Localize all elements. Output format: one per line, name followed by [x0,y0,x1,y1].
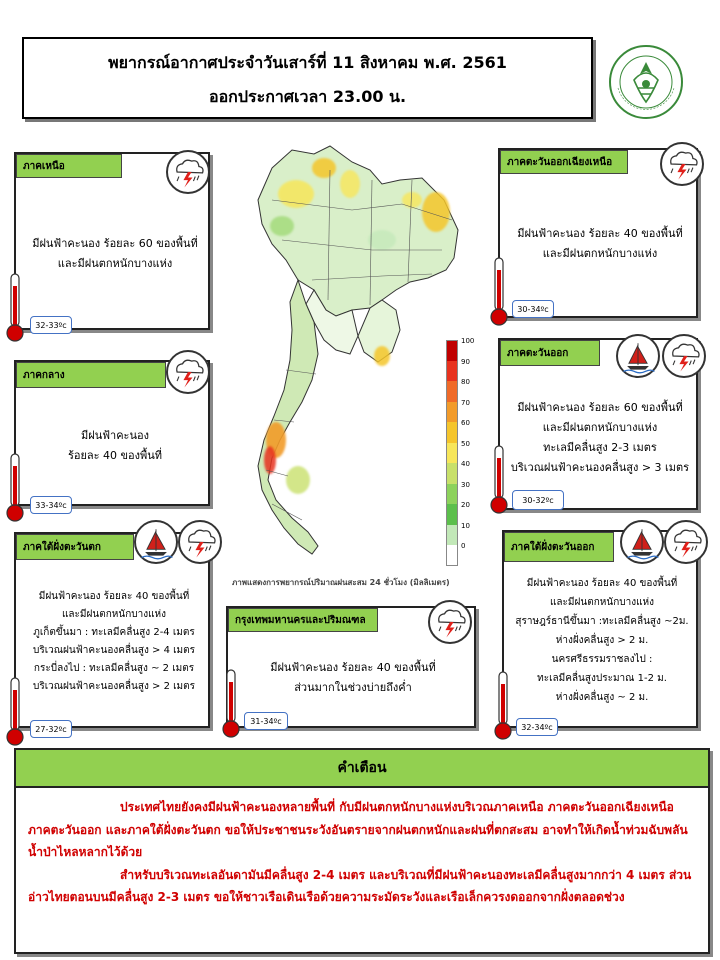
title-box [22,37,593,119]
scale-swatch [446,463,458,484]
thermometer-icon [4,676,26,748]
scale-swatch [446,381,458,402]
south-west-line-3: ภูเก็ตขึ้นมา : ทะเลมีคลื่นสูง 2-4 เมตร [33,627,195,638]
thermometer-icon [488,444,510,516]
north-temp: 32-33ºc [30,316,72,334]
warning-title: คำเตือน [16,750,708,788]
south-east-line-3: สุราษฎร์ธานีขึ้นมา :ทะเลมีคลื่นสูง ~2ม. [515,616,689,627]
thermometer-icon [492,670,514,742]
south-east-temp: 32-34ºc [516,718,558,736]
thunderstorm-icon [664,520,708,564]
scale-swatch [446,484,458,505]
scale-swatch [446,545,458,566]
scale-label: 30 [461,480,470,489]
scale-label: 20 [461,501,470,509]
scale-swatch [446,525,458,546]
thunderstorm-icon [166,350,210,394]
scale-label: 60 [461,419,470,427]
east-line-4: บริเวณฝนฟ้าคะนองคลื่นสูง > 3 เมตร [510,461,690,474]
sailboat-icon [616,334,660,378]
east-line-2: และมีฝนตกหนักบางแห่ง [542,421,658,434]
sailboat-icon [620,520,664,564]
south-west-temp: 27-32ºc [30,720,72,738]
scale-label: 0 [461,542,466,550]
thunderstorm-icon [428,600,472,644]
south-east-line-2: และมีฝนตกหนักบางแห่ง [549,597,655,608]
panel-bangkok-body [234,658,472,698]
bangkok-line-2: ส่วนมากในช่วงบ่ายถึงค่ำ [294,681,412,694]
scale-swatch [446,422,458,443]
east-line-1: มีฝนฟ้าคะนอง ร้อยละ 60 ของพื้นที่ [517,401,683,414]
panel-north-header: ภาคเหนือ [16,154,122,178]
south-west-line-5: กระบี่ลงไป : ทะเลมีคลื่นสูง ~ 2 เมตร [33,663,195,674]
scale-label: 90 [461,357,470,366]
rainfall-color-scale [446,337,476,555]
scale-step [446,542,476,566]
south-east-line-6: ทะเลมีคลื่นสูงประมาณ 1-2 ม. [537,673,667,684]
panel-east-header: ภาคตะวันออก [500,340,600,366]
warning-paragraph-1: ประเทศไทยยังคงมีฝนฟ้าคะนองหลายพื้นที่ กับมีฝนตกหนักบางแห่งบริเวณภาคเหนือ ภาคตะวันออกเฉียงเหนือ ภาคตะวันออก และภาคใต้ฝั่งตะวันตก ขอให้ประชาชนระวังอันตรายจากฝนตกหนักและฝนที่ตกสะสม อาจทำให้เกิดน้ำท่วมฉับพลัน น้ำป่าไหลหลากไว้ด้วย [28,800,688,859]
rain-spot-green-2 [368,230,396,250]
rain-spot-south-3 [286,466,310,494]
panel-south-west-header: ภาคใต้ฝั่งตะวันตก [16,534,134,560]
thermometer-icon [4,272,26,344]
scale-label: 10 [461,521,470,530]
rain-spot-northeast-2 [402,192,422,208]
thunderstorm-icon [178,520,222,564]
panel-south-east-header: ภาคใต้ฝั่งตะวันออก [504,532,614,562]
scale-label: 40 [461,460,470,468]
rain-spot-north-1 [278,180,314,208]
south-east-line-1: มีฝนฟ้าคะนอง ร้อยละ 40 ของพื้นที่ [526,578,678,589]
panel-south-west-body [18,588,210,696]
thunderstorm-icon [166,150,210,194]
scale-label: 70 [461,398,470,407]
north-line-2: และมีฝนตกหนักบางแห่ง [57,257,173,270]
rain-spot-north-3 [340,170,360,198]
issue-time: ออกประกาศเวลา 23.00 น. [208,87,407,106]
central-line-2: ร้อยละ 40 ของพื้นที่ [67,449,163,462]
thermometer-icon [488,256,510,328]
scale-label: 50 [461,439,470,448]
warning-box [14,748,710,954]
east-temp: 30-32ºc [512,490,564,510]
scale-swatch [446,504,458,525]
northeast-temp: 30-34ºc [512,300,554,318]
panel-east-body [502,398,698,478]
bangkok-line-1: มีฝนฟ้าคะนอง ร้อยละ 40 ของพื้นที่ [270,661,436,674]
scale-swatch [446,443,458,464]
south-east-line-5: นครศรีธรรมราชลงไป : [551,654,653,665]
south-west-line-2: และมีฝนตกหนักบางแห่ง [61,609,167,620]
panel-central-header: ภาคกลาง [16,362,166,388]
meteorological-department-logo [608,44,684,120]
rain-spot-east [374,346,390,366]
rain-spot-green-1 [270,216,294,236]
panel-central-body [22,426,208,466]
rain-spot-south-2 [264,446,276,474]
northeast-line-2: และมีฝนตกหนักบางแห่ง [542,247,658,260]
south-east-line-7: ห่างฝั่งคลื่นสูง ~ 2 ม. [555,692,649,703]
south-west-line-4: บริเวณฝนฟ้าคะนองคลื่นสูง > 4 เมตร [33,645,195,656]
panel-south-east-body [504,574,700,707]
map-south [258,280,318,554]
rain-spot-north-2 [312,158,336,178]
scale-swatch [446,340,458,361]
map-caption: ภาพแสดงการพยากรณ์ปริมาณฝนสะสม 24 ชั่วโมง (มิลลิเมตร) [232,578,450,587]
panel-northeast-body [504,224,696,264]
panel-bangkok-header: กรุงเทพมหานครและปริมณฑล [228,608,378,632]
warning-paragraph-2: สำหรับบริเวณทะเลอันดามันมีคลื่นสูง 2-4 เมตร และบริเวณที่มีฝนฟ้าคะนองทะเลมีคลื่นสูงมากกว่า 4 เมตร ส่วนอ่าวไทยตอนบนมีคลื่นสูง 2-3 เมตร ขอให้ชาวเรือเดินเรือด้วยความระมัดระวังและเรือเล็กควรงดออกจากฝั่งตลอดช่วง [28,867,692,904]
scale-swatch [446,402,458,423]
south-west-line-6: บริเวณฝนฟ้าคะนองคลื่นสูง > 2 เมตร [33,681,195,692]
central-line-1: มีฝนฟ้าคะนอง [81,429,149,442]
south-west-line-1: มีฝนฟ้าคะนอง ร้อยละ 40 ของพื้นที่ [38,591,190,602]
scale-swatch [446,361,458,382]
panel-northeast-header: ภาคตะวันออกเฉียงเหนือ [500,150,628,174]
north-line-1: มีฝนฟ้าคะนอง ร้อยละ 60 ของพื้นที่ [32,237,198,250]
scale-label: 100 [461,337,475,345]
thermometer-icon [220,668,242,740]
page-title: พยากรณ์อากาศประจำวันเสาร์ที่ 11 สิงหาคม พ.ศ. 2561 [108,53,507,72]
thunderstorm-icon [660,142,704,186]
bangkok-temp: 31-34ºc [244,712,288,730]
warning-text [28,796,700,909]
northeast-line-1: มีฝนฟ้าคะนอง ร้อยละ 40 ของพื้นที่ [517,227,683,240]
sailboat-icon [134,520,178,564]
south-east-line-4: ห่างฝั่งคลื่นสูง > 2 ม. [555,635,649,646]
central-temp: 33-34ºc [30,496,72,514]
panel-north-body [22,234,208,274]
thunderstorm-icon [662,334,706,378]
thermometer-icon [4,452,26,524]
east-line-3: ทะเลมีคลื่นสูง 2-3 เมตร [543,441,657,454]
scale-label: 80 [461,378,470,386]
